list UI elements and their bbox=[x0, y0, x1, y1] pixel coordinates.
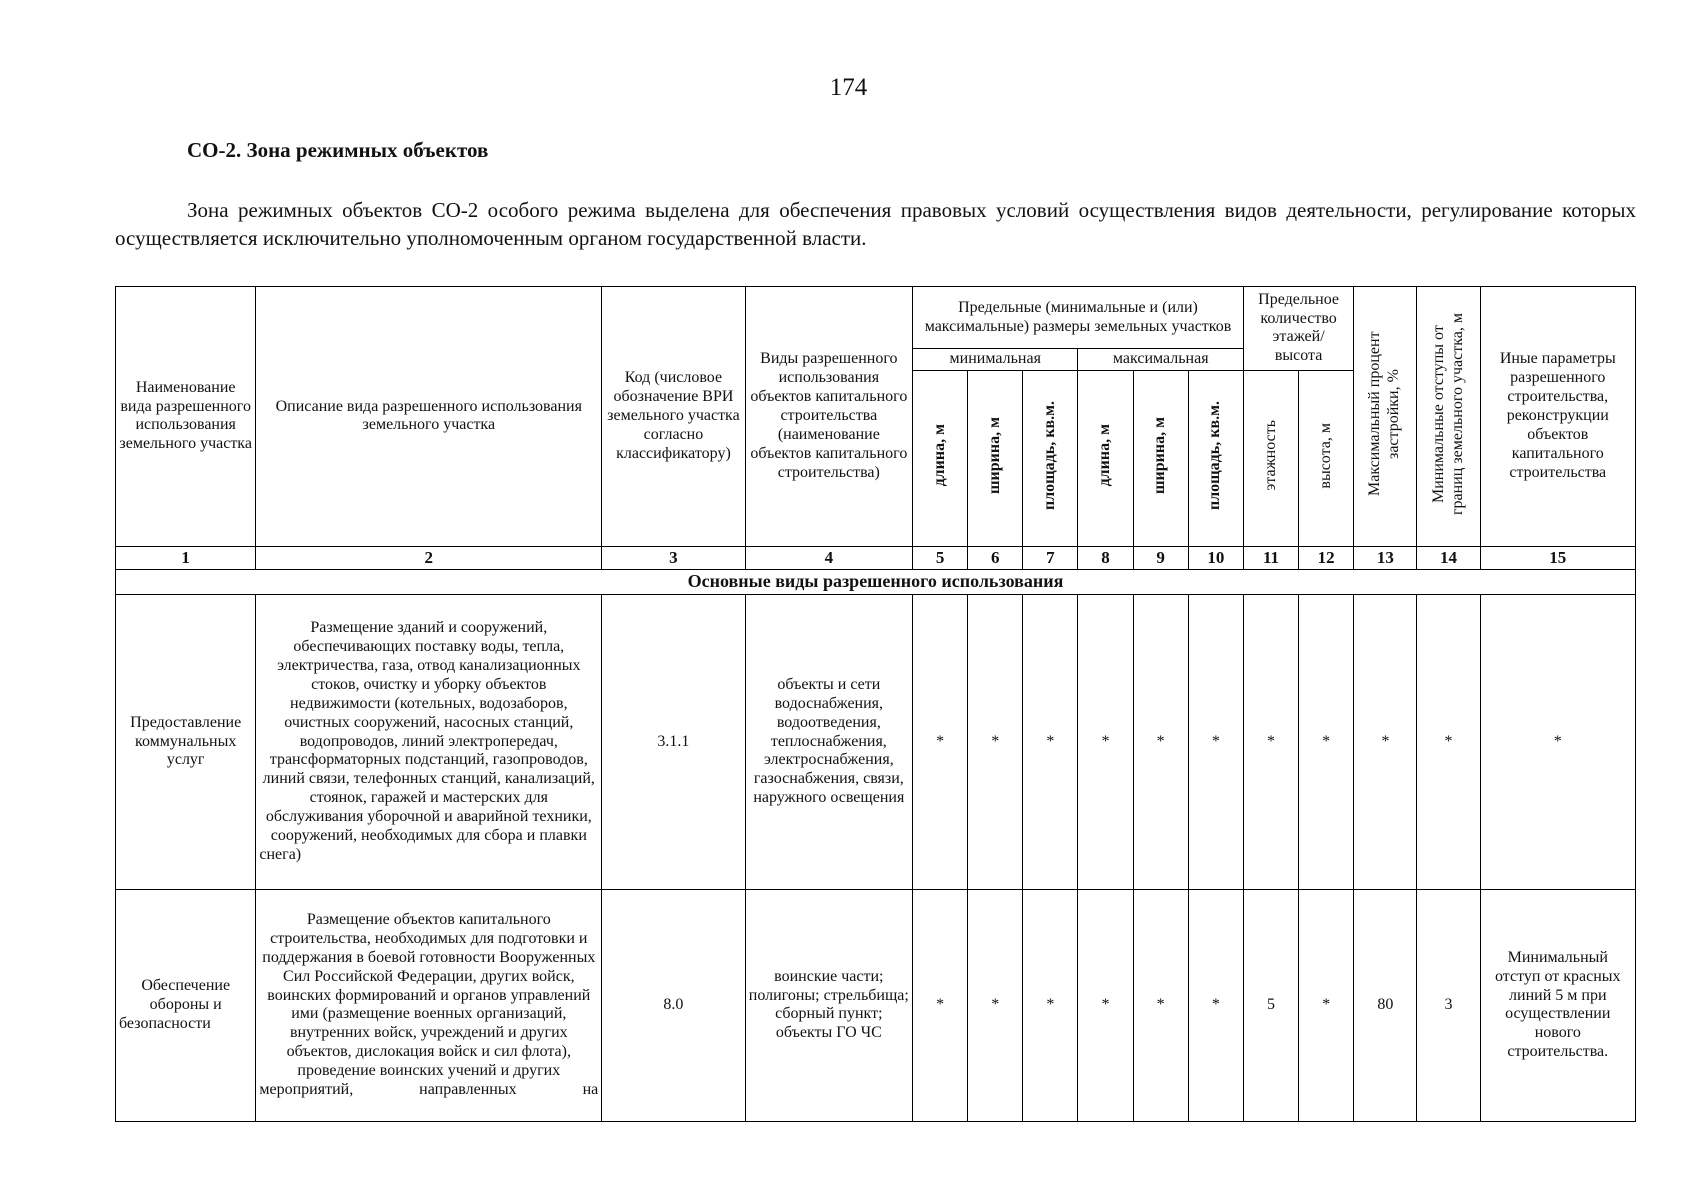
value-cell: * bbox=[968, 594, 1023, 889]
header-floors-group: Предельное количество этажей/ высота bbox=[1243, 287, 1353, 371]
vri-name: Обеспечение обороны и безопасности bbox=[116, 889, 256, 1121]
vri-code: 3.1.1 bbox=[602, 594, 745, 889]
other-params: * bbox=[1480, 594, 1635, 889]
header-min: минимальная bbox=[913, 349, 1078, 371]
column-number: 11 bbox=[1243, 546, 1298, 569]
column-number: 15 bbox=[1480, 546, 1635, 569]
value-cell: 3 bbox=[1417, 889, 1480, 1121]
column-number: 9 bbox=[1133, 546, 1188, 569]
value-cell: * bbox=[1417, 594, 1480, 889]
header-oks-types: Виды разрешенного использования объектов капитального строительства (наименование объектов капитального строительства) bbox=[745, 287, 912, 547]
intro-paragraph: Зона режимных объектов СО-2 особого режима выделена для обеспечения правовых условий осуществления видов деятельности, регулирование которых осуществляется исключительно уполномоченным органом государственной власти. bbox=[115, 198, 1636, 250]
table-row bbox=[116, 594, 1636, 889]
column-number: 5 bbox=[913, 546, 968, 569]
header-min-width: ширина, м bbox=[968, 370, 1023, 546]
value-cell: * bbox=[1188, 594, 1243, 889]
column-number: 14 bbox=[1417, 546, 1480, 569]
vri-code: 8.0 bbox=[602, 889, 745, 1121]
column-number: 1 bbox=[116, 546, 256, 569]
oks-types: воинские части; полигоны; стрельбища; сборный пункт; объекты ГО ЧС bbox=[745, 889, 912, 1121]
oks-types: объекты и сети водоснабжения, водоотведения, теплоснабжения, электроснабжения, газоснабжения, связи, наружного освещения bbox=[745, 594, 912, 889]
group-label: Основные виды разрешенного использования bbox=[116, 569, 1636, 594]
column-number: 12 bbox=[1299, 546, 1354, 569]
value-cell: * bbox=[968, 889, 1023, 1121]
header-vri-code: Код (числовое обозначение ВРИ земельного участка согласно классификатору) bbox=[602, 287, 745, 547]
header-max-width: ширина, м bbox=[1133, 370, 1188, 546]
value-cell: 5 bbox=[1243, 889, 1298, 1121]
column-number: 13 bbox=[1354, 546, 1417, 569]
header-vri-description: Описание вида разрешенного использования земельного участка bbox=[256, 287, 602, 547]
column-number: 7 bbox=[1023, 546, 1078, 569]
table-row bbox=[116, 889, 1636, 1121]
header-plot-sizes: Предельные (минимальные и (или) максимальные) размеры земельных участков bbox=[913, 287, 1244, 349]
other-params: Минимальный отступ от красных линий 5 м при осуществлении нового строительства. bbox=[1480, 889, 1635, 1121]
value-cell: * bbox=[1299, 889, 1354, 1121]
header-vri-name: Наименование вида разрешенного использования земельного участка bbox=[116, 287, 256, 547]
group-row-main-uses bbox=[116, 569, 1636, 594]
header-min-length: длина, м bbox=[913, 370, 968, 546]
header-min-setbacks: Минимальные отступы от границ земельного участка, м bbox=[1417, 287, 1480, 547]
value-cell: * bbox=[913, 594, 968, 889]
header-min-area: площадь, кв.м. bbox=[1023, 370, 1078, 546]
column-number: 4 bbox=[745, 546, 912, 569]
value-cell: * bbox=[1299, 594, 1354, 889]
value-cell: * bbox=[1078, 594, 1133, 889]
page-number: 174 bbox=[829, 74, 868, 101]
column-number: 6 bbox=[968, 546, 1023, 569]
column-numbers-row bbox=[116, 546, 1636, 569]
column-number: 3 bbox=[602, 546, 745, 569]
column-number: 8 bbox=[1078, 546, 1133, 569]
value-cell: * bbox=[1243, 594, 1298, 889]
vri-description: Размещение объектов капитального строительства, необходимых для подготовки и поддержания в боевой готовности Вооруженных Сил Российской Федерации, других войск, воинских формирований и органов управлений ими (размещение военных организаций, внутренних войск, учреждений и других объектов, дислокация войск и сил флота), проведение воинских учений и других мероприятий, направленных на bbox=[256, 889, 602, 1121]
value-cell: * bbox=[1354, 594, 1417, 889]
vri-description: Размещение зданий и сооружений, обеспечивающих поставку воды, тепла, электричества, газа, отвод канализационных стоков, очистку и уборку объектов недвижимости (котельных, водозаборов, очистных сооружений, насосных станций, водопроводов, линий электропередач, трансформаторных подстанций, газопроводов, линий связи, телефонных станций, канализаций, стоянок, гаражей и мастерских для обслуживания уборочной и аварийной техники, сооружений, необходимых для сбора и плавки снега) bbox=[256, 594, 602, 889]
header-height: высота, м bbox=[1299, 370, 1354, 546]
vri-name: Предоставление коммунальных услуг bbox=[116, 594, 256, 889]
header-max-coverage: Максимальный процент застройки, % bbox=[1354, 287, 1417, 547]
value-cell: * bbox=[1023, 594, 1078, 889]
section-title: СО-2. Зона режимных объектов bbox=[187, 138, 489, 162]
header-floors: этажность bbox=[1243, 370, 1298, 546]
header-max-area: площадь, кв.м. bbox=[1188, 370, 1243, 546]
header-max-length: длина, м bbox=[1078, 370, 1133, 546]
value-cell: * bbox=[1078, 889, 1133, 1121]
column-number: 10 bbox=[1188, 546, 1243, 569]
value-cell: * bbox=[913, 889, 968, 1121]
value-cell: * bbox=[1023, 889, 1078, 1121]
header-other-params: Иные параметры разрешенного строительства, реконструкции объектов капитального строительства bbox=[1480, 287, 1635, 547]
value-cell: * bbox=[1133, 889, 1188, 1121]
column-number: 2 bbox=[256, 546, 602, 569]
value-cell: 80 bbox=[1354, 889, 1417, 1121]
header-max: максимальная bbox=[1078, 349, 1244, 371]
value-cell: * bbox=[1133, 594, 1188, 889]
value-cell: * bbox=[1188, 889, 1243, 1121]
zone-parameters-table bbox=[115, 286, 1636, 1122]
